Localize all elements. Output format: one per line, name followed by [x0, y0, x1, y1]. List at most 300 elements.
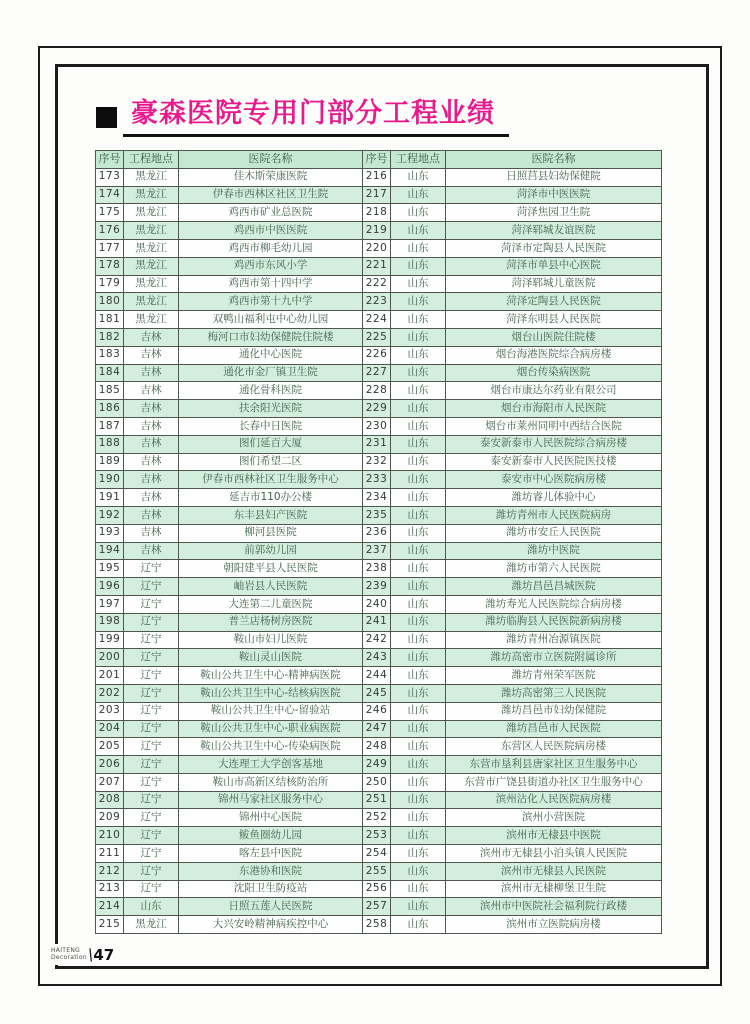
serial-cell: 233 — [363, 471, 391, 489]
location-cell: 山东 — [391, 328, 446, 346]
serial-cell: 240 — [363, 595, 391, 613]
hospital-cell: 岫岩县人民医院 — [179, 578, 363, 596]
serial-cell: 244 — [363, 667, 391, 685]
location-cell: 辽宁 — [124, 667, 179, 685]
serial-cell: 238 — [363, 560, 391, 578]
hospital-cell: 长春中日医院 — [179, 417, 363, 435]
serial-cell: 176 — [96, 222, 124, 240]
hospital-cell: 普兰店杨树房医院 — [179, 613, 363, 631]
table-row — [96, 595, 662, 613]
hospital-cell: 东港协和医院 — [179, 862, 363, 880]
hospital-cell: 滨州市无棣县人民医院 — [446, 862, 662, 880]
hospital-cell: 鞍山公共卫生中心-职业病医院 — [179, 720, 363, 738]
title-bullet-square-icon — [96, 107, 117, 128]
hospital-cell: 泰安新泰市人民医院综合病房楼 — [446, 435, 662, 453]
table-row — [96, 684, 662, 702]
serial-cell: 255 — [363, 862, 391, 880]
hospital-cell: 潍坊睿儿体验中心 — [446, 489, 662, 507]
hospital-cell: 烟台市海阳市人民医院 — [446, 400, 662, 418]
table-row — [96, 168, 662, 186]
location-cell: 吉林 — [124, 524, 179, 542]
location-cell: 黑龙江 — [124, 311, 179, 329]
serial-cell: 258 — [363, 916, 391, 934]
location-cell: 辽宁 — [124, 578, 179, 596]
table-row — [96, 667, 662, 685]
table-row — [96, 827, 662, 845]
location-cell: 吉林 — [124, 542, 179, 560]
hospital-cell: 菏泽定陶县人民医院 — [446, 293, 662, 311]
location-cell: 山东 — [391, 649, 446, 667]
location-cell: 山东 — [391, 542, 446, 560]
table-row — [96, 702, 662, 720]
table-row — [96, 845, 662, 863]
serial-cell: 192 — [96, 506, 124, 524]
hospital-cell: 东营市广饶县街道办社区卫生服务中心 — [446, 773, 662, 791]
hospital-cell: 潍坊青州冶源镇医院 — [446, 631, 662, 649]
location-cell: 辽宁 — [124, 809, 179, 827]
page-footer — [49, 944, 117, 965]
table-row — [96, 862, 662, 880]
hospital-cell: 潍坊昌邑昌城医院 — [446, 578, 662, 596]
hospital-cell: 东营市垦利县唐家社区卫生服务中心 — [446, 756, 662, 774]
hospital-cell: 烟台山医院住院楼 — [446, 328, 662, 346]
hospital-cell: 通化市金厂镇卫生院 — [179, 364, 363, 382]
location-cell: 辽宁 — [124, 791, 179, 809]
location-cell: 山东 — [391, 346, 446, 364]
location-cell: 山东 — [391, 595, 446, 613]
table-row — [96, 898, 662, 916]
hospital-cell: 梅河口市妇幼保健院住院楼 — [179, 328, 363, 346]
location-cell: 吉林 — [124, 346, 179, 364]
location-cell: 黑龙江 — [124, 168, 179, 186]
location-cell: 黑龙江 — [124, 204, 179, 222]
serial-cell: 173 — [96, 168, 124, 186]
table-row — [96, 791, 662, 809]
hospital-cell: 大连理工大学创客基地 — [179, 756, 363, 774]
serial-cell: 224 — [363, 311, 391, 329]
table-row — [96, 275, 662, 293]
hospital-cell: 鞍山公共卫生中心-传染病医院 — [179, 738, 363, 756]
location-cell: 吉林 — [124, 364, 179, 382]
location-cell: 辽宁 — [124, 827, 179, 845]
location-cell: 山东 — [391, 702, 446, 720]
table-row — [96, 346, 662, 364]
serial-cell: 185 — [96, 382, 124, 400]
hospital-cell: 鞍山市高新区结核防治所 — [179, 773, 363, 791]
serial-cell: 235 — [363, 506, 391, 524]
serial-cell: 191 — [96, 489, 124, 507]
location-cell: 黑龙江 — [124, 293, 179, 311]
hospital-cell: 潍坊昌邑市妇幼保健院 — [446, 702, 662, 720]
serial-cell: 196 — [96, 578, 124, 596]
serial-cell: 248 — [363, 738, 391, 756]
table-row — [96, 542, 662, 560]
hospital-cell: 潍坊临朐县人民医院新病房楼 — [446, 613, 662, 631]
location-cell: 山东 — [391, 791, 446, 809]
location-cell: 山东 — [391, 489, 446, 507]
serial-cell: 199 — [96, 631, 124, 649]
serial-cell: 205 — [96, 738, 124, 756]
hospital-cell: 扶余阳光医院 — [179, 400, 363, 418]
hospital-cell: 东营区人民医院病房楼 — [446, 738, 662, 756]
table-row — [96, 738, 662, 756]
table-row — [96, 222, 662, 240]
serial-cell: 198 — [96, 613, 124, 631]
serial-cell: 212 — [96, 862, 124, 880]
hospital-cell: 日照莒县妇幼保健院 — [446, 168, 662, 186]
location-cell: 吉林 — [124, 400, 179, 418]
serial-cell: 197 — [96, 595, 124, 613]
col-header-serial-right: 序号 — [363, 151, 391, 169]
location-cell: 山东 — [391, 186, 446, 204]
serial-cell: 218 — [363, 204, 391, 222]
table-row — [96, 328, 662, 346]
table-row — [96, 880, 662, 898]
table-row — [96, 720, 662, 738]
serial-cell: 226 — [363, 346, 391, 364]
hospital-cell: 菏泽市中医医院 — [446, 186, 662, 204]
location-cell: 山东 — [391, 417, 446, 435]
hospital-cell: 滨州市立医院病房楼 — [446, 916, 662, 934]
table-row — [96, 489, 662, 507]
table-row — [96, 293, 662, 311]
serial-cell: 246 — [363, 702, 391, 720]
table-row — [96, 311, 662, 329]
location-cell: 辽宁 — [124, 631, 179, 649]
serial-cell: 174 — [96, 186, 124, 204]
col-header-hospital-left: 医院名称 — [179, 151, 363, 169]
location-cell: 山东 — [391, 898, 446, 916]
table-row — [96, 809, 662, 827]
hospital-cell: 图们延百大厦 — [179, 435, 363, 453]
serial-cell: 219 — [363, 222, 391, 240]
serial-cell: 184 — [96, 364, 124, 382]
hospital-cell: 通化骨科医院 — [179, 382, 363, 400]
hospital-cell: 菏泽郓城儿童医院 — [446, 275, 662, 293]
hospital-cell: 沈阳卫生防疫站 — [179, 880, 363, 898]
hospital-cell: 潍坊高密第三人民医院 — [446, 684, 662, 702]
location-cell: 山东 — [391, 239, 446, 257]
serial-cell: 256 — [363, 880, 391, 898]
hospital-cell: 滨州市无棣县小泊头镇人民医院 — [446, 845, 662, 863]
location-cell: 辽宁 — [124, 738, 179, 756]
serial-cell: 175 — [96, 204, 124, 222]
hospital-cell: 朝阳建平县人民医院 — [179, 560, 363, 578]
location-cell: 山东 — [391, 880, 446, 898]
location-cell: 山东 — [391, 809, 446, 827]
serial-cell: 243 — [363, 649, 391, 667]
footer-slash-icon: \ — [85, 945, 96, 964]
location-cell: 辽宁 — [124, 862, 179, 880]
hospital-cell: 潍坊市第六人民医院 — [446, 560, 662, 578]
hospital-cell: 潍坊中医院 — [446, 542, 662, 560]
location-cell: 山东 — [391, 453, 446, 471]
location-cell: 山东 — [391, 684, 446, 702]
serial-cell: 194 — [96, 542, 124, 560]
hospital-cell: 潍坊青州荣军医院 — [446, 667, 662, 685]
serial-cell: 207 — [96, 773, 124, 791]
hospital-cell: 潍坊高密市立医院附属诊所 — [446, 649, 662, 667]
table-row — [96, 382, 662, 400]
serial-cell: 183 — [96, 346, 124, 364]
serial-cell: 190 — [96, 471, 124, 489]
hospital-cell: 菏泽市定陶县人民医院 — [446, 239, 662, 257]
col-header-hospital-right: 医院名称 — [446, 151, 662, 169]
location-cell: 吉林 — [124, 489, 179, 507]
col-header-location-right: 工程地点 — [391, 151, 446, 169]
hospital-cell: 东丰县妇产医院 — [179, 506, 363, 524]
hospital-cell: 大兴安岭精神病疾控中心 — [179, 916, 363, 934]
table-row — [96, 453, 662, 471]
table-row — [96, 239, 662, 257]
table-row — [96, 560, 662, 578]
serial-cell: 193 — [96, 524, 124, 542]
hospital-cell: 鞍山公共卫生中心-精神病医院 — [179, 667, 363, 685]
serial-cell: 180 — [96, 293, 124, 311]
serial-cell: 236 — [363, 524, 391, 542]
hospital-cell: 潍坊青州市人民医院病房 — [446, 506, 662, 524]
hospital-cell: 鸡西市东风小学 — [179, 257, 363, 275]
table-row — [96, 631, 662, 649]
hospital-cell: 伊春市西林社区卫生服务中心 — [179, 471, 363, 489]
hospital-cell: 图们希望二区 — [179, 453, 363, 471]
location-cell: 山东 — [124, 898, 179, 916]
location-cell: 黑龙江 — [124, 257, 179, 275]
location-cell: 山东 — [391, 275, 446, 293]
serial-cell: 227 — [363, 364, 391, 382]
location-cell: 吉林 — [124, 471, 179, 489]
location-cell: 辽宁 — [124, 595, 179, 613]
serial-cell: 221 — [363, 257, 391, 275]
location-cell: 山东 — [391, 168, 446, 186]
location-cell: 山东 — [391, 578, 446, 596]
serial-cell: 232 — [363, 453, 391, 471]
page-title: 豪森医院专用门部分工程业绩 — [123, 99, 509, 137]
hospital-cell: 菏泽焦园卫生院 — [446, 204, 662, 222]
location-cell: 山东 — [391, 613, 446, 631]
serial-cell: 188 — [96, 435, 124, 453]
serial-cell: 186 — [96, 400, 124, 418]
serial-cell: 210 — [96, 827, 124, 845]
location-cell: 黑龙江 — [124, 186, 179, 204]
table-row — [96, 649, 662, 667]
hospital-cell: 鸡西市第十四中学 — [179, 275, 363, 293]
hospital-cell: 鲅鱼圈幼儿园 — [179, 827, 363, 845]
hospital-cell: 泰安市中心医院病房楼 — [446, 471, 662, 489]
hospital-cell: 潍坊市安丘人民医院 — [446, 524, 662, 542]
location-cell: 辽宁 — [124, 720, 179, 738]
hospital-cell: 泰安新泰市人民医院医技楼 — [446, 453, 662, 471]
hospital-cell: 通化中心医院 — [179, 346, 363, 364]
location-cell: 山东 — [391, 862, 446, 880]
serial-cell: 253 — [363, 827, 391, 845]
location-cell: 山东 — [391, 916, 446, 934]
page-number: 47 — [93, 945, 115, 964]
hospital-cell: 鸡西市矿业总医院 — [179, 204, 363, 222]
location-cell: 山东 — [391, 506, 446, 524]
table-row — [96, 257, 662, 275]
serial-cell: 220 — [363, 239, 391, 257]
hospital-cell: 滨州市中医院社会福利院行政楼 — [446, 898, 662, 916]
serial-cell: 222 — [363, 275, 391, 293]
hospital-cell: 滨州市无棣柳堡卫生院 — [446, 880, 662, 898]
hospital-cell: 菏泽市单县中心医院 — [446, 257, 662, 275]
serial-cell: 249 — [363, 756, 391, 774]
hospital-cell: 鸡西市柳毛幼儿园 — [179, 239, 363, 257]
location-cell: 山东 — [391, 382, 446, 400]
serial-cell: 254 — [363, 845, 391, 863]
serial-cell: 239 — [363, 578, 391, 596]
hospital-cell: 烟台市莱州同明中西结合医院 — [446, 417, 662, 435]
location-cell: 山东 — [391, 222, 446, 240]
serial-cell: 257 — [363, 898, 391, 916]
location-cell: 山东 — [391, 667, 446, 685]
serial-cell: 250 — [363, 773, 391, 791]
serial-cell: 203 — [96, 702, 124, 720]
location-cell: 山东 — [391, 204, 446, 222]
serial-cell: 237 — [363, 542, 391, 560]
serial-cell: 229 — [363, 400, 391, 418]
location-cell: 吉林 — [124, 453, 179, 471]
location-cell: 山东 — [391, 257, 446, 275]
location-cell: 山东 — [391, 631, 446, 649]
serial-cell: 231 — [363, 435, 391, 453]
location-cell: 辽宁 — [124, 845, 179, 863]
location-cell: 吉林 — [124, 435, 179, 453]
serial-cell: 181 — [96, 311, 124, 329]
hospital-cell: 锦州中心医院 — [179, 809, 363, 827]
serial-cell: 204 — [96, 720, 124, 738]
location-cell: 山东 — [391, 364, 446, 382]
location-cell: 辽宁 — [124, 649, 179, 667]
location-cell: 吉林 — [124, 506, 179, 524]
location-cell: 山东 — [391, 293, 446, 311]
serial-cell: 187 — [96, 417, 124, 435]
location-cell: 黑龙江 — [124, 239, 179, 257]
hospital-cell: 滨州沾化人民医院病房楼 — [446, 791, 662, 809]
serial-cell: 211 — [96, 845, 124, 863]
serial-cell: 195 — [96, 560, 124, 578]
serial-cell: 209 — [96, 809, 124, 827]
location-cell: 山东 — [391, 471, 446, 489]
serial-cell: 245 — [363, 684, 391, 702]
serial-cell: 177 — [96, 239, 124, 257]
hospital-cell: 菏泽东明县人民医院 — [446, 311, 662, 329]
table-row — [96, 400, 662, 418]
location-cell: 黑龙江 — [124, 916, 179, 934]
serial-cell: 179 — [96, 275, 124, 293]
location-cell: 山东 — [391, 400, 446, 418]
table-row — [96, 471, 662, 489]
hospital-cell: 烟台市康达尔药业有限公司 — [446, 382, 662, 400]
hospital-cell: 伊春市西林区社区卫生院 — [179, 186, 363, 204]
location-cell: 黑龙江 — [124, 222, 179, 240]
serial-cell: 202 — [96, 684, 124, 702]
table-row — [96, 578, 662, 596]
location-cell: 吉林 — [124, 328, 179, 346]
hospital-cell: 日照五莲人民医院 — [179, 898, 363, 916]
hospital-cell: 延吉市110办公楼 — [179, 489, 363, 507]
footer-brand-line1: HAITENG — [51, 947, 81, 955]
serial-cell: 242 — [363, 631, 391, 649]
serial-cell: 178 — [96, 257, 124, 275]
table-row — [96, 613, 662, 631]
location-cell: 吉林 — [124, 417, 179, 435]
location-cell: 黑龙江 — [124, 275, 179, 293]
projects-table — [95, 150, 662, 934]
location-cell: 山东 — [391, 560, 446, 578]
serial-cell: 241 — [363, 613, 391, 631]
hospital-cell: 鸡西市中医医院 — [179, 222, 363, 240]
table-header-row — [96, 151, 662, 169]
hospital-cell: 佳木斯荣康医院 — [179, 168, 363, 186]
serial-cell: 215 — [96, 916, 124, 934]
hospital-cell: 鞍山公共卫生中心-结核病医院 — [179, 684, 363, 702]
location-cell: 山东 — [391, 435, 446, 453]
serial-cell: 230 — [363, 417, 391, 435]
hospital-cell: 柳河县医院 — [179, 524, 363, 542]
hospital-cell: 滨州小营医院 — [446, 809, 662, 827]
hospital-cell: 烟台海港医院综合病房楼 — [446, 346, 662, 364]
hospital-cell: 锦州马家社区服务中心 — [179, 791, 363, 809]
col-header-location-left: 工程地点 — [124, 151, 179, 169]
location-cell: 山东 — [391, 845, 446, 863]
serial-cell: 234 — [363, 489, 391, 507]
serial-cell: 213 — [96, 880, 124, 898]
hospital-cell: 潍坊寿光人民医院综合病房楼 — [446, 595, 662, 613]
location-cell: 辽宁 — [124, 613, 179, 631]
table-row — [96, 773, 662, 791]
location-cell: 辽宁 — [124, 880, 179, 898]
table-row — [96, 204, 662, 222]
location-cell: 辽宁 — [124, 773, 179, 791]
hospital-cell: 喀左县中医院 — [179, 845, 363, 863]
location-cell: 山东 — [391, 738, 446, 756]
serial-cell: 201 — [96, 667, 124, 685]
serial-cell: 200 — [96, 649, 124, 667]
title-block — [96, 99, 509, 137]
hospital-cell: 鸡西市第十九中学 — [179, 293, 363, 311]
location-cell: 山东 — [391, 756, 446, 774]
location-cell: 山东 — [391, 524, 446, 542]
table-row — [96, 756, 662, 774]
serial-cell: 182 — [96, 328, 124, 346]
hospital-cell: 鞍山公共卫生中心-留验站 — [179, 702, 363, 720]
location-cell: 辽宁 — [124, 702, 179, 720]
table-row — [96, 916, 662, 934]
location-cell: 山东 — [391, 827, 446, 845]
hospital-cell: 潍坊昌邑市人民医院 — [446, 720, 662, 738]
location-cell: 辽宁 — [124, 684, 179, 702]
location-cell: 吉林 — [124, 382, 179, 400]
hospital-cell: 菏泽郓城友谊医院 — [446, 222, 662, 240]
table-row — [96, 364, 662, 382]
location-cell: 山东 — [391, 311, 446, 329]
footer-brand-line2: Decoration — [51, 953, 87, 961]
hospital-cell: 烟台传染病医院 — [446, 364, 662, 382]
col-header-serial-left: 序号 — [96, 151, 124, 169]
serial-cell: 252 — [363, 809, 391, 827]
location-cell: 辽宁 — [124, 560, 179, 578]
serial-cell: 189 — [96, 453, 124, 471]
serial-cell: 223 — [363, 293, 391, 311]
serial-cell: 206 — [96, 756, 124, 774]
location-cell: 辽宁 — [124, 756, 179, 774]
table-row — [96, 186, 662, 204]
serial-cell: 214 — [96, 898, 124, 916]
serial-cell: 208 — [96, 791, 124, 809]
table-row — [96, 417, 662, 435]
